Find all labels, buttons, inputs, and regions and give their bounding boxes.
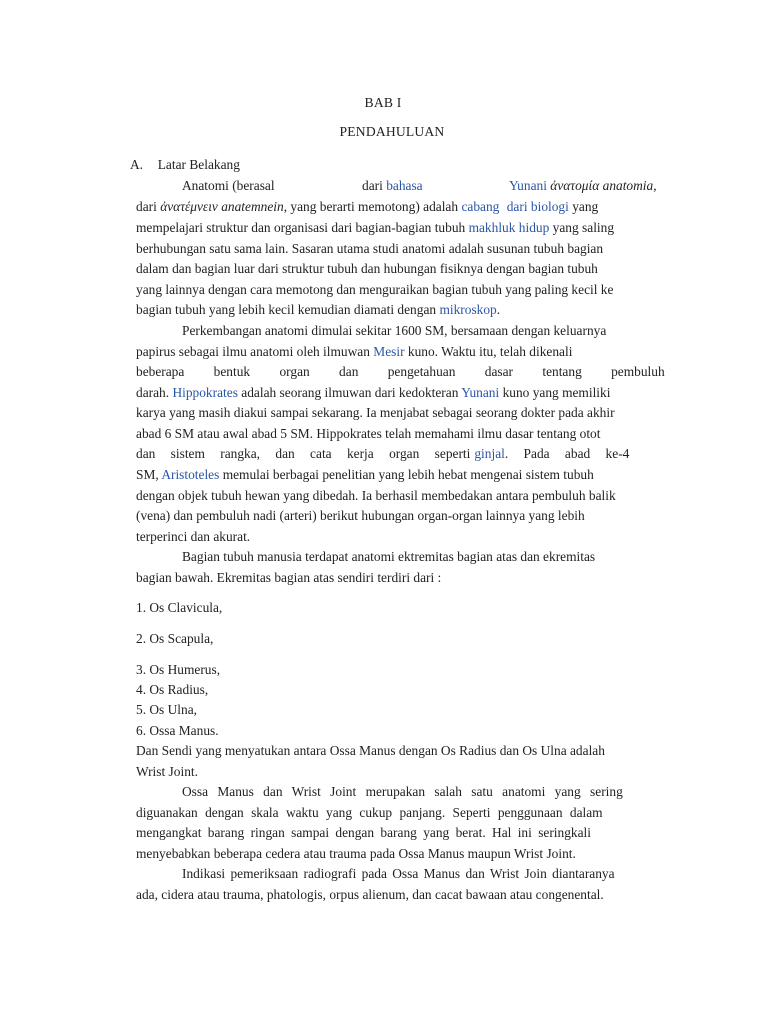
paragraph-2-line-3: beberapa bentuk organ dan pengetahuan dasar tentang pembuluh: [136, 364, 665, 379]
text-span: papirus sebagai ilmu anatomi oleh ilmuwan: [136, 344, 370, 359]
paragraph-2-line-5: karya yang masih diakui sampai sekarang. Ia menjabat sebagai seorang dokter pada akhir: [136, 405, 615, 420]
chapter-heading: BAB I: [364, 95, 402, 110]
greek-term: ἀνατέμνειν anatemnein: [160, 199, 284, 214]
paragraph-3-line-1: Bagian tubuh manusia terdapat anatomi ektremitas bagian atas dan ekremitas: [182, 549, 596, 564]
paragraph-2-line-4: [136, 384, 610, 402]
paragraph-1-line-3: [136, 219, 614, 237]
text-span: dari: [136, 199, 157, 214]
link-hippokrates[interactable]: Hippokrates: [172, 385, 238, 400]
list-item: 1. Os Clavicula,: [136, 600, 223, 615]
text-span: darah.: [136, 385, 170, 400]
latin-term: anatomia: [602, 178, 654, 193]
text-span: kuno. Waktu itu, telah dikenali: [407, 344, 573, 359]
link-dari[interactable]: dari: [506, 199, 528, 214]
link-cabang[interactable]: cabang: [461, 199, 500, 214]
paragraph-1-line-7: [136, 301, 500, 319]
text-span: .: [496, 302, 501, 317]
list-item: 3. Os Humerus,: [136, 662, 221, 677]
text-span: dan sistem rangka, dan cata kerja organ seperti: [136, 446, 471, 461]
paragraph-1-line-2: [136, 198, 598, 216]
list-item: 6. Ossa Manus.: [136, 723, 219, 738]
text-span: mempelajari struktur dan organisasi dari bagian-bagian tubuh: [136, 220, 466, 235]
chapter-title: PENDAHULUAN: [339, 124, 445, 139]
paragraph-2-line-7: [136, 445, 629, 463]
paragraph-4-line-2: Wrist Joint.: [136, 764, 198, 779]
link-yunani[interactable]: Yunani: [509, 178, 547, 193]
text-span: adalah seorang ilmuwan dari kedokteran: [241, 385, 459, 400]
paragraph-6-line-2: ada, cidera atau trauma, phatologis, orpus alienum, dan cacat bawaan atau congenental.: [136, 887, 604, 902]
list-item: 2. Os Scapula,: [136, 631, 214, 646]
paragraph-2-line-6: abad 6 SM atau awal abad 5 SM. Hippokrates telah memahami ilmu dasar tentang otot: [136, 426, 601, 441]
link-biologi[interactable]: biologi: [530, 199, 569, 214]
paragraph-2-line-1: Perkembangan anatomi dimulai sekitar 1600 SM, bersamaan dengan keluarnya: [182, 323, 607, 338]
list-item: 5. Os Ulna,: [136, 702, 197, 717]
link-mikroskop[interactable]: mikroskop: [439, 302, 497, 317]
text-span: yang: [572, 199, 599, 214]
text-span: Anatomi (berasal: [182, 178, 275, 193]
link-aristoteles[interactable]: Aristoteles: [161, 467, 220, 482]
section-title: Latar Belakang: [157, 157, 240, 172]
paragraph-4-line-1: Dan Sendi yang menyatukan antara Ossa Manus dengan Os Radius dan Os Ulna adalah: [136, 743, 605, 758]
paragraph-2-line-11: terperinci dan akurat.: [136, 529, 251, 544]
text-span: SM,: [136, 467, 159, 482]
link-makhluk-hidup[interactable]: makhluk hidup: [468, 220, 550, 235]
list-item: 4. Os Radius,: [136, 682, 209, 697]
paragraph-1-line-1-mid: [362, 177, 423, 195]
text-span: dari: [362, 178, 383, 193]
text-span: bagian tubuh yang lebih kecil kemudian diamati dengan: [136, 302, 437, 317]
paragraph-3-line-2: bagian bawah. Ekremitas bagian atas sendiri terdiri dari :: [136, 570, 442, 585]
paragraph-1-line-5: dalam dan bagian luar dari struktur tubuh dan hubungan fisiknya dengan bagian tubuh: [136, 261, 598, 276]
link-bahasa[interactable]: bahasa: [386, 178, 423, 193]
link-mesir[interactable]: Mesir: [373, 344, 405, 359]
paragraph-5-line-3: mengangkat barang ringan sampai dengan barang yang berat. Hal ini seringkali: [136, 825, 592, 840]
paragraph-5-line-1: Ossa Manus dan Wrist Joint merupakan salah satu anatomi yang sering: [182, 784, 623, 799]
link-yunani-2[interactable]: Yunani: [461, 385, 500, 400]
paragraph-1-line-6: yang lainnya dengan cara memotong dan menguraikan bagian tubuh yang paling kecil ke: [136, 282, 614, 297]
paragraph-2-line-8: [136, 466, 594, 484]
section-marker: A.: [130, 157, 144, 172]
text-span: . Pada abad ke-4: [504, 446, 630, 461]
section-heading: [130, 156, 240, 174]
paragraph-1-line-4: berhubungan satu sama lain. Sasaran utama studi anatomi adalah susunan tubuh bagian: [136, 241, 604, 256]
text-span: , yang berarti memotong) adalah: [283, 199, 459, 214]
text-span: kuno yang memiliki: [502, 385, 611, 400]
paragraph-1-line-1-end: Yunani ἀνατομία anatomia,: [509, 178, 657, 193]
text-span: memulai berbagai penelitian yang lebih hebat mengenai sistem tubuh: [222, 467, 594, 482]
greek-term: ἀνατομία: [550, 178, 600, 193]
link-ginjal[interactable]: ginjal: [474, 446, 505, 461]
paragraph-2-line-2: [136, 343, 572, 361]
paragraph-2-line-9: dengan objek tubuh hewan yang dibedah. Ia berhasil membedakan antara pembuluh balik: [136, 488, 616, 503]
paragraph-1-line-1: [182, 177, 275, 195]
paragraph-6-line-1: Indikasi pemeriksaan radiografi pada Ossa Manus dan Wrist Join diantaranya: [182, 866, 615, 881]
paragraph-5-line-4: menyebabkan beberapa cedera atau trauma pada Ossa Manus maupun Wrist Joint.: [136, 846, 576, 861]
paragraph-5-line-2: diguanakan dengan skala waktu yang cukup panjang. Seperti penggunaan dalam: [136, 805, 603, 820]
text-span: yang saling: [552, 220, 615, 235]
paragraph-2-line-10: (vena) dan pembuluh nadi (arteri) berikut hubungan organ-organ lainnya yang lebih: [136, 508, 585, 523]
